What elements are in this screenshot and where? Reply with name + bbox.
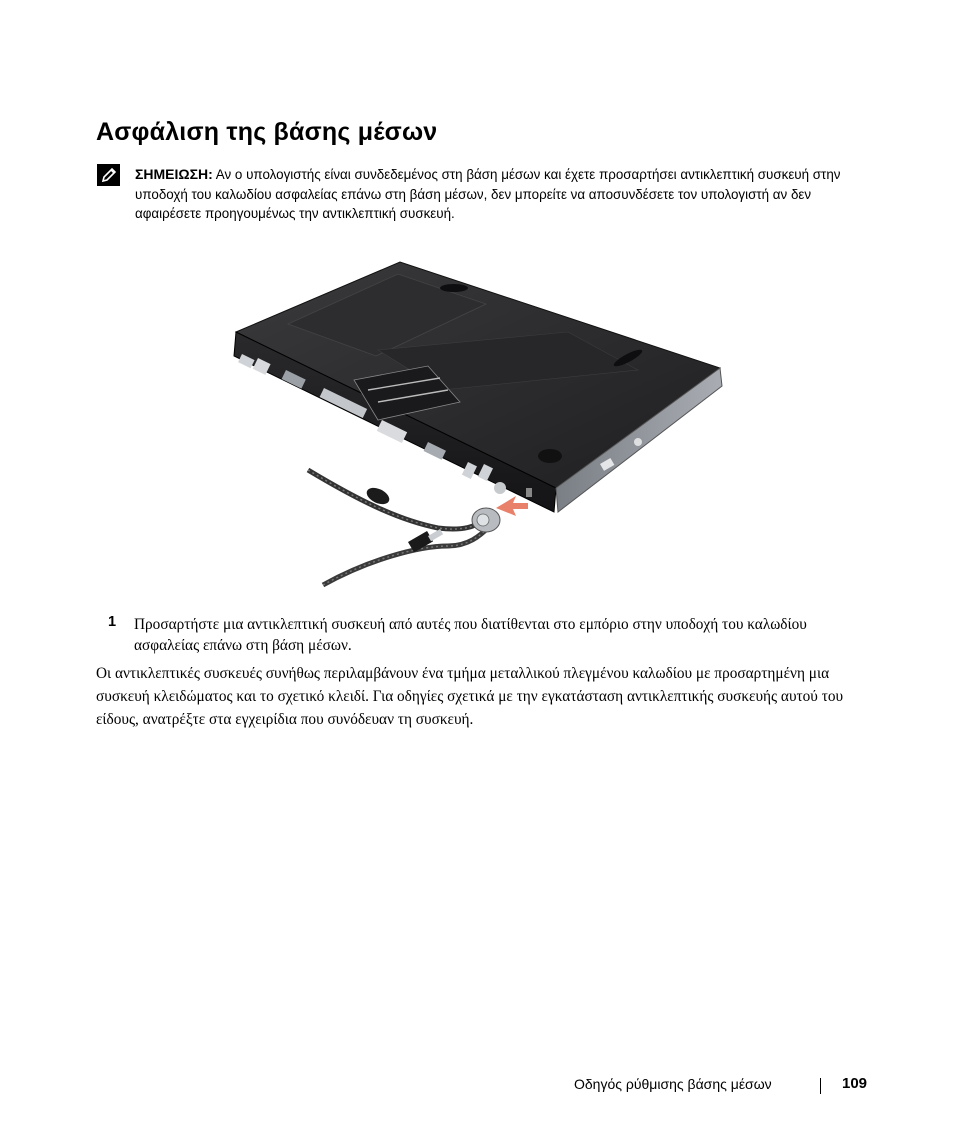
page-number: 109 (842, 1075, 868, 1092)
note-block (135, 165, 865, 224)
note-text: Αν ο υπολογιστής είναι συνδεδεμένος στη βάση μέσων και έχετε προσαρτήσει αντικλεπτική συσκευή στην υποδοχή του καλωδίου ασφαλείας επάνω στη βάση μέσων, δεν μπορείτε να αποσυνδέσετε τον υπολογιστή αν δεν αφαιρέσετε προηγουμένως την αντικλεπτική συσκευή. (135, 167, 841, 222)
footer-separator (820, 1078, 821, 1094)
step-number: 1 (108, 614, 117, 630)
body-paragraph: Οι αντικλεπτικές συσκευές συνήθως περιλαμβάνουν ένα τμήμα μεταλλικού πλεγμένου καλωδίου με προσαρτημένη μια συσκευή κλειδώματος και το σχετικό κλειδί. Για οδηγίες σχετικά με την εγκατάσταση αντικλεπτικής συσκευής αυτού του είδους, ανατρέξτε στα εγχειρίδια που συνόδευαν τη συσκευή. (96, 665, 844, 728)
page-title: Ασφάλιση της βάσης μέσων (96, 118, 438, 146)
note-label: ΣΗΜΕΙΩΣΗ: (135, 166, 213, 182)
footer-title: Οδηγός ρύθμισης βάσης μέσων (574, 1076, 772, 1092)
step-text: Προσαρτήστε μια αντικλεπτική συσκευή από αυτές που διατίθενται στο εμπόριο στην υποδοχή του καλωδίου ασφαλείας επάνω στη βάση μέσων. (134, 616, 807, 654)
insert-arrow-icon (496, 496, 528, 516)
pencil-note-icon (97, 164, 120, 186)
media-base-security-cable-illustration (228, 250, 728, 590)
